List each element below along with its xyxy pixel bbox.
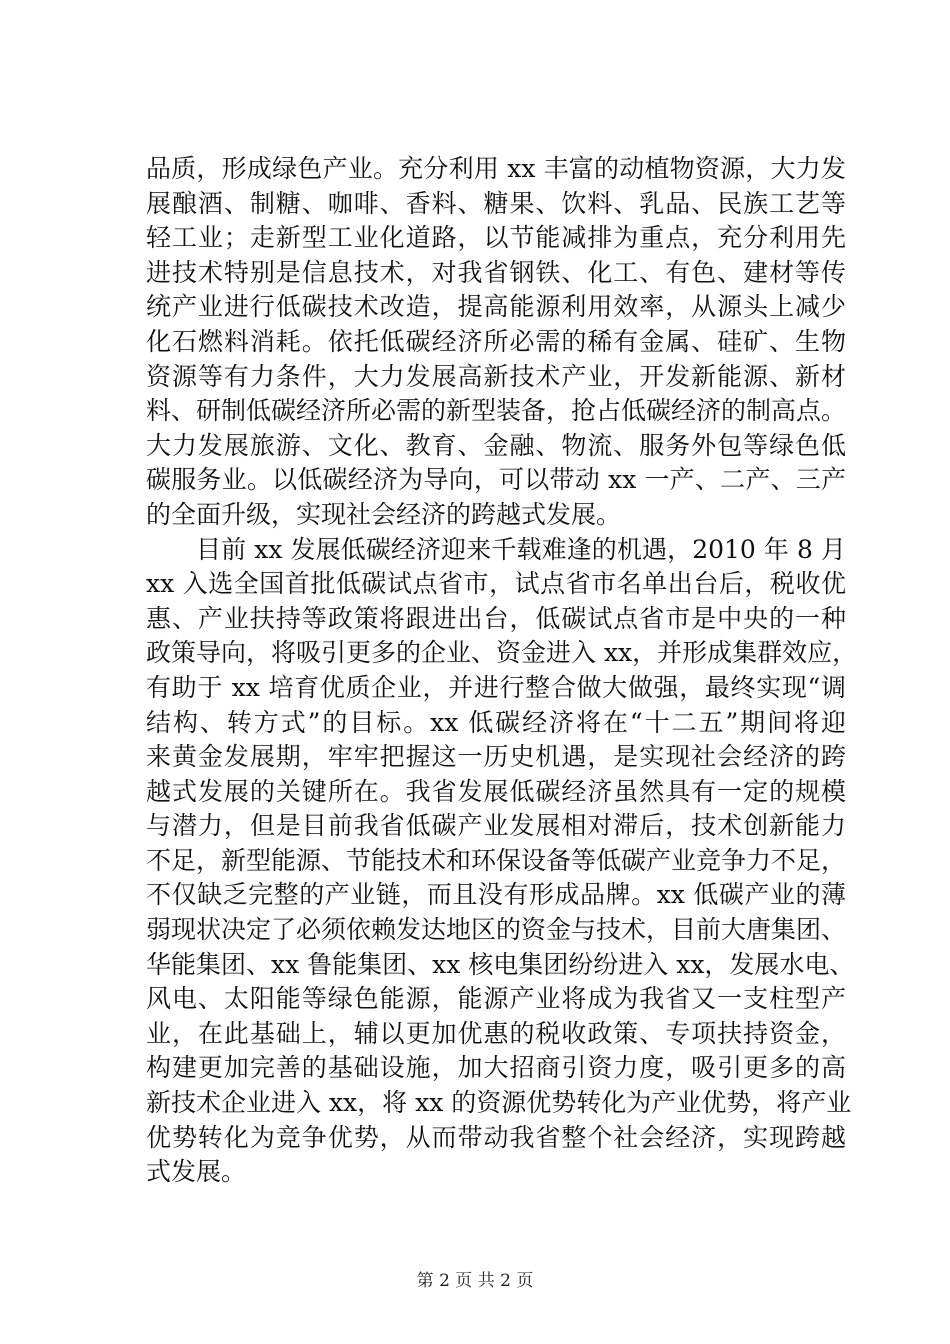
text-line: 越式发展的关键所在。我省发展低碳经济虽然具有一定的规模: [146, 776, 846, 806]
text-line: 优势转化为竞争优势，从而带动我省整个社会经济，实现跨越: [146, 1122, 846, 1152]
text-line: 品质，形成绿色产业。充分利用 xx 丰富的动植物资源，大力发: [146, 154, 846, 183]
text-line: 风电、太阳能等绿色能源，能源产业将成为我省又一支柱型产: [146, 984, 846, 1014]
text-line: 轻工业；走新型工业化道路，以节能减排为重点，充分利用先: [146, 223, 846, 253]
text-line: 华能集团、xx 鲁能集团、xx 核电集团纷纷进入 xx，发展水电、: [146, 949, 855, 979]
text-line: 惠、产业扶持等政策将跟进出台，低碳试点省市是中央的一种: [146, 603, 846, 633]
text-line: 有助于 xx 培育优质企业，并进行整合做大做强，最终实现“调: [146, 672, 846, 702]
text-line: 政策导向，将吸引更多的企业、资金进入 xx，并形成集群效应，: [146, 638, 858, 668]
document-body: [146, 152, 858, 1190]
text-line: 资源等有力条件，大力发展高新技术产业，开发新能源、新材: [146, 361, 846, 391]
text-line: 展酿酒、制糖、咖啡、香料、糖果、饮料、乳品、民族工艺等: [146, 188, 846, 218]
text-line: 弱现状决定了必须依赖发达地区的资金与技术，目前大唐集团、: [146, 915, 847, 945]
paragraph-2: [146, 533, 858, 1190]
text-line: 大力发展旅游、文化、教育、金融、物流、服务外包等绿色低: [146, 430, 846, 460]
text-line: 目前 xx 发展低碳经济迎来千载难逢的机遇，2010 年 8 月: [196, 534, 846, 564]
text-line: 业，在此基础上，辅以更加优惠的税收政策、专项扶持资金，: [146, 1018, 846, 1048]
text-line: xx 入选全国首批低碳试点省市，试点省市名单出台后，税收优: [146, 569, 846, 599]
text-line: 碳服务业。以低碳经济为导向，可以带动 xx 一产、二产、三产: [146, 465, 846, 495]
text-line: 统产业进行低碳技术改造，提高能源利用效率，从源头上减少: [146, 292, 846, 322]
text-line: 结构、转方式”的目标。xx 低碳经济将在“十二五”期间将迎: [146, 707, 846, 737]
text-line: 新技术企业进入 xx，将 xx 的资源优势转化为产业优势，将产业: [146, 1088, 852, 1118]
text-line: 料、研制低碳经济所必需的新型装备，抢占低碳经济的制高点。: [146, 396, 847, 426]
page-footer: 第 2 页 共 2 页: [416, 1271, 534, 1291]
text-line: 与潜力，但是目前我省低碳产业发展相对滞后，技术创新能力: [146, 811, 846, 841]
text-line: 构建更加完善的基础设施，加大招商引资力度，吸引更多的高: [146, 1053, 846, 1083]
text-line: 式发展。: [146, 1157, 247, 1187]
text-line: 进技术特别是信息技术，对我省钢铁、化工、有色、建材等传: [146, 257, 846, 287]
text-line: 不仅缺乏完整的产业链，而且没有形成品牌。xx 低碳产业的薄: [146, 880, 846, 910]
text-line: 来黄金发展期，牢牢把握这一历史机遇，是实现社会经济的跨: [146, 742, 846, 772]
text-line: 不足，新型能源、节能技术和环保设备等低碳产业竞争力不足，: [146, 845, 847, 875]
paragraph-1: [146, 152, 846, 533]
text-line: 化石燃料消耗。依托低碳经济所必需的稀有金属、硅矿、生物: [146, 326, 846, 356]
text-line: 的全面升级，实现社会经济的跨越式发展。: [146, 499, 622, 529]
